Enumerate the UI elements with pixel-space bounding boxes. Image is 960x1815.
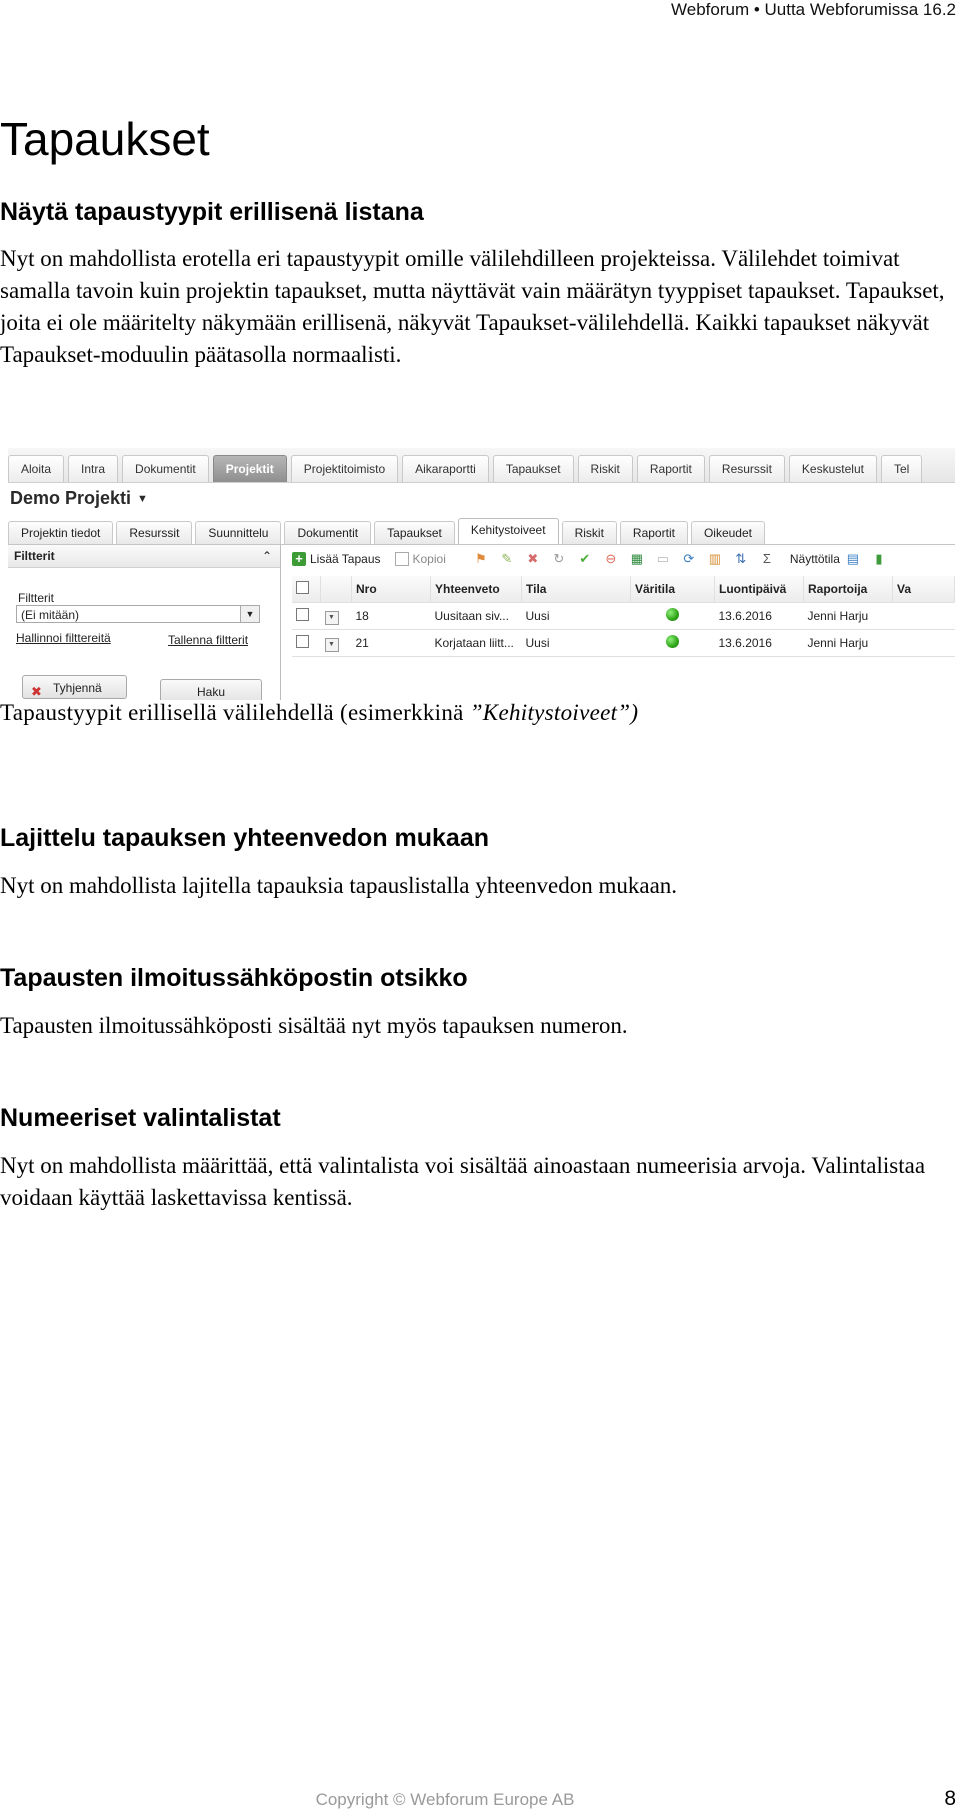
top-tab-intra[interactable]: Intra	[68, 455, 118, 482]
eraser-icon: ✖	[31, 684, 42, 699]
save-filters-link[interactable]: Tallenna filtterit	[168, 633, 249, 647]
redo-icon[interactable]: ↻	[553, 551, 565, 566]
manage-filters-link[interactable]: Hallinnoi filttereitä	[16, 631, 111, 645]
filter-select-value: (Ei mitään)	[21, 608, 80, 622]
caret-down-icon: ▼	[137, 493, 148, 506]
cell-va	[893, 630, 955, 657]
export-excel-icon[interactable]: ▦	[630, 551, 643, 566]
sub-tab-dokumentit[interactable]: Dokumentit	[284, 521, 371, 544]
section-heading-email-subject: Tapausten ilmoitussähköpostin otsikko	[0, 964, 468, 992]
column-header-nro[interactable]: Nro	[352, 576, 431, 603]
search-button[interactable]: Haku	[160, 679, 262, 700]
section-heading-show-types: Näytä tapaustyypit erillisenä listana	[0, 198, 424, 226]
sub-tab-raportit[interactable]: Raportit	[620, 521, 688, 544]
ui-screenshot	[8, 448, 955, 700]
section-body-numeric-lists: Nyt on mahdollista määrittää, että valintalista voi sisältää ainoastaan numeerisia arvoja. Valintalistaa voidaan käyttää laskettavissa kentissä.	[0, 1153, 926, 1210]
row-menu-cell[interactable]	[321, 603, 352, 630]
top-tab-tel[interactable]: Tel	[881, 455, 922, 482]
sum-icon[interactable]: Σ	[762, 551, 771, 566]
cell-va	[893, 603, 955, 630]
edit-icon[interactable]: ✎	[501, 551, 513, 566]
project-subnav	[8, 518, 955, 545]
top-tab-aloita[interactable]: Aloita	[8, 455, 64, 482]
top-tab-riskit[interactable]: Riskit	[578, 455, 633, 482]
project-title-text: Demo Projekti	[10, 488, 132, 508]
status-dot-icon	[666, 635, 679, 648]
filter-select[interactable]	[16, 605, 260, 623]
refresh-icon[interactable]: ⟳	[683, 551, 695, 566]
caption-italic: ”Kehitystoiveet”)	[469, 700, 639, 725]
cell-created: 13.6.2016	[715, 603, 804, 630]
approve-icon[interactable]: ✔	[579, 551, 591, 566]
columns-icon[interactable]: ▥	[708, 551, 721, 566]
section-body-show-types: Nyt on mahdollista erotella eri tapaustyypit omille välilehdilleen projekteissa. Välilehdet toimivat samalla tavoin kuin projektin tapaukset, mutta näyttävät vain määrätyn tyyppiset tapaukset. Tapaukset, joita ei ole määritelty näkymään erillisenä, näkyvät Tapaukset-välilehdellä. Kaikki tapaukset näkyvät Tapaukset-moduulin päätasolla normaalisti.	[0, 246, 945, 367]
top-tab-resurssit[interactable]: Resurssit	[709, 455, 785, 482]
sub-tab-resurssit[interactable]: Resurssit	[116, 521, 192, 544]
cell-status-color	[631, 630, 715, 657]
copy-button[interactable]	[395, 552, 446, 566]
sort-icon[interactable]: ⇅	[735, 551, 747, 566]
select-all-checkbox[interactable]	[296, 581, 309, 594]
status-dot-icon	[666, 608, 679, 621]
figure-caption	[0, 700, 638, 726]
sub-tab-projektin-tiedot[interactable]: Projektin tiedot	[8, 521, 113, 544]
row-menu-header	[321, 576, 352, 603]
column-header-luontipaiva[interactable]: Luontipäivä	[715, 576, 804, 603]
column-header-yhteenveto[interactable]: Yhteenveto	[431, 576, 522, 603]
top-tab-keskustelut[interactable]: Keskustelut	[789, 455, 877, 482]
filter-label: Filtterit	[18, 591, 54, 605]
table-view-icon[interactable]: ▤	[846, 551, 860, 566]
cell-nro: 18	[352, 603, 431, 630]
cell-status-color	[631, 603, 715, 630]
cell-reporter: Jenni Harju	[804, 603, 893, 630]
view-mode-button[interactable]	[790, 551, 896, 567]
sub-tab-suunnittelu[interactable]: Suunnittelu	[195, 521, 281, 544]
section-heading-sorting: Lajittelu tapauksen yhteenvedon mukaan	[0, 824, 490, 852]
add-case-label: Lisää Tapaus	[310, 552, 381, 566]
running-header: Webforum • Uutta Webforumissa 16.2	[671, 0, 956, 19]
row-select-cell[interactable]	[292, 603, 321, 630]
top-tab-dokumentit[interactable]: Dokumentit	[122, 455, 209, 482]
row-checkbox[interactable]	[296, 635, 309, 648]
section-body-email-subject: Tapausten ilmoitussähköposti sisältää nyt myös tapauksen numeron.	[0, 1013, 628, 1038]
row-select-cell[interactable]	[292, 630, 321, 657]
column-header-varitila[interactable]: Väritila	[631, 576, 715, 603]
chart-view-icon[interactable]: ▮	[875, 551, 883, 566]
row-menu-cell[interactable]	[321, 630, 352, 657]
row-checkbox[interactable]	[296, 608, 309, 621]
page-title: Tapaukset	[0, 113, 210, 165]
cell-reporter: Jenni Harju	[804, 630, 893, 657]
cell-created: 13.6.2016	[715, 630, 804, 657]
sub-tab-tapaukset[interactable]: Tapaukset	[374, 521, 455, 544]
select-all-cell[interactable]	[292, 576, 321, 603]
clear-button[interactable]	[22, 675, 127, 699]
chevron-down-icon[interactable]: ▼	[240, 606, 259, 622]
project-title[interactable]	[10, 488, 148, 509]
add-case-button[interactable]	[292, 552, 381, 566]
top-navigation	[8, 448, 955, 483]
sub-tab-riskit[interactable]: Riskit	[562, 521, 617, 544]
row-menu-icon[interactable]: ▼	[325, 638, 339, 652]
table-row[interactable]	[292, 630, 955, 657]
column-header-tila[interactable]: Tila	[522, 576, 631, 603]
top-tab-raportit[interactable]: Raportit	[637, 455, 705, 482]
cell-state: Uusi	[522, 603, 631, 630]
grid-toolbar	[292, 546, 955, 572]
case-grid	[292, 576, 955, 657]
cell-nro: 21	[352, 630, 431, 657]
column-header-va[interactable]: Va	[893, 576, 955, 603]
top-tab-projektitoimisto[interactable]: Projektitoimisto	[291, 455, 398, 482]
cell-summary[interactable]: Korjataan liitt...	[431, 630, 522, 657]
sub-tab-oikeudet[interactable]: Oikeudet	[691, 521, 765, 544]
column-header-raportoija[interactable]: Raportoija	[804, 576, 893, 603]
delete-icon[interactable]: ✖	[527, 551, 539, 566]
sub-tab-kehitystoiveet[interactable]: Kehitystoiveet	[458, 518, 559, 544]
row-menu-icon[interactable]: ▼	[325, 611, 339, 625]
section-body-sorting: Nyt on mahdollista lajitella tapauksia tapauslistalla yhteenvedon mukaan.	[0, 873, 678, 898]
flag-icon[interactable]: ⚑	[475, 551, 487, 566]
section-heading-numeric-lists: Numeeriset valintalistat	[0, 1104, 281, 1132]
cell-summary[interactable]: Uusitaan siv...	[431, 603, 522, 630]
top-tab-projektit[interactable]: Projektit	[213, 455, 287, 482]
clear-button-label: Tyhjennä	[53, 681, 102, 695]
filter-panel	[8, 545, 281, 700]
top-tab-tapaukset[interactable]: Tapaukset	[493, 455, 574, 482]
reject-icon[interactable]: ⊖	[605, 551, 617, 566]
plus-icon: +	[292, 552, 306, 566]
filter-panel-header	[8, 545, 280, 568]
table-row[interactable]	[292, 603, 955, 630]
caption-text: Tapaustyypit erillisellä välilehdellä (esimerkkinä	[0, 700, 470, 725]
copy-label: Kopioi	[412, 552, 446, 566]
print-icon[interactable]: ▭	[656, 551, 669, 566]
top-tab-aikaraportti[interactable]: Aikaraportti	[402, 455, 489, 482]
cell-state: Uusi	[522, 630, 631, 657]
footer-copyright: Copyright © Webforum Europe AB	[315, 1790, 575, 1809]
copy-icon	[395, 552, 409, 566]
page-number: 8	[944, 1787, 956, 1810]
collapse-icon[interactable]: ⌃	[261, 549, 272, 563]
grid-header-row	[292, 576, 955, 603]
view-mode-label: Näyttötila	[789, 552, 840, 566]
filter-panel-title: Filtterit	[14, 549, 55, 563]
